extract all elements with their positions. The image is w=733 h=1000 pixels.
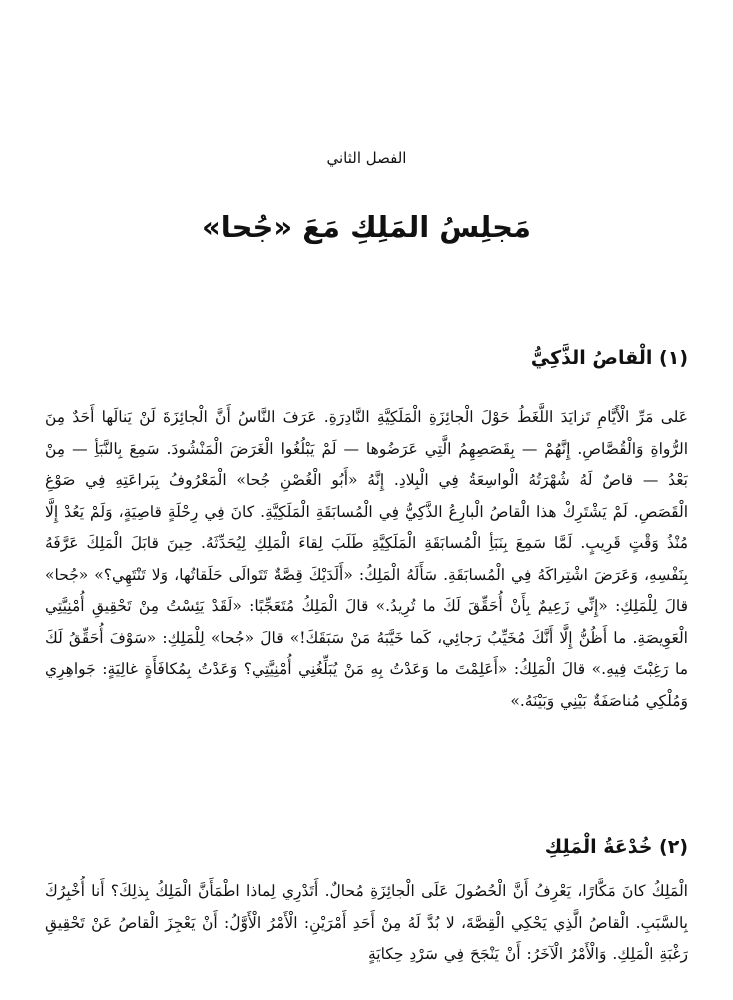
section-2-paragraph: الْمَلِكُ كانَ مَكَّارًا، يَعْرِفُ أَنَّ الْحُصُولَ عَلَى الْجائِزَةِ مُحالٌ. أَتَدْرِي لِماذا اطْمَأَنَّ الْمَلِكُ بِذلِكَ؟ أَنا أُخْبِرُكَ بِالسَّبَبِ. الْقاصُ الَّذِي يَحْكِي الْقِصَّةَ، لا بُدَّ لَهُ مِنْ أَحَدِ أَمْرَيْنِ: الْأَمْرُ الْأَوَّلُ: أَنْ يَعْجِزَ الْقاصُ عَنْ تَحْقِيقِ رَغْبَةِ الْمَلِكِ. وَالْأَمْرُ الْآخَرُ: أَنْ يَنْجَحَ فِي سَرْدِ حِكايَةٍ — [45, 882, 688, 963]
section-heading-1: (١) الْقاصُ الذَّكِيُّ — [530, 347, 688, 369]
section-1-paragraph: عَلى مَرِّ الْأَيَّامِ تَزايَدَ اللَّغَطُ حَوْلَ الْجائِزَةِ الْمَلَكِيَّةِ النَّادِرَةِ. عَرَفَ النَّاسُ أَنَّ الْجائِزَةَ لَنْ يَنالَها أَحَدٌ مِنَ الرُّواةِ وَالْقُصَّاصِ. إِنَّهُمْ — بِقَصَصِهِمُ الَّتِي عَرَضُوها — لَمْ يَبْلُغُوا الْغَرَضَ الْمَنْشُودَ. سَمِعَ بِالنَّبَأِ — مِنْ بَعْدُ — قاصٌ لَهُ شُهْرَتُهُ الْواسِعَةُ فِي الْبِلادِ. إِنَّهُ «أَبُو الْغُصْنِ جُحا» الْمَعْرُوفُ بِبَراعَتِهِ فِي صَوْغِ الْقَصَصِ. لَمْ يَشْتَرِكْ هذا الْقاصُ الْبارِعُ الذَّكِيُّ فِي الْمُسابَقَةِ الْمَلَكِيَّةِ. كانَ فِي رِحْلَةٍ قاصِيَةٍ، وَلَمْ يَعُدْ إِلَّا مُنْذُ وَقْتٍ قَرِيبٍ. لَمَّا سَمِعَ بِنَبَأِ الْمُسابَقَةِ الْمَلَكِيَّةِ طَلَبَ لِقاءَ الْمَلِكِ لِيُحَدِّثَهُ. حِينَ قابَلَ الْمَلِكَ عَرَّفَهُ بِنَفْسِهِ، وَعَرَضَ اشْتِراكَهُ فِي الْمُسابَقَةِ. سَأَلَهُ الْمَلِكُ: «أَلَدَيْكَ قِصَّةٌ تَتَوالَى حَلَقاتُها، وَلا تَنْتَهِي؟» «جُحا» قالَ لِلْمَلِكِ: «إِنِّي زَعِيمٌ بِأَنْ أُحَقِّقَ لَكَ ما تُرِيدُ.» قالَ الْمَلِكُ مُتَعَجِّبًا: «لَقَدْ يَئِسْتُ مِنْ تَحْقِيقِ أُمْنِيَّتِي الْعَوِيصَةِ. ما أَظُنُّ إِلَّا أَنَّكَ مُخَيِّبُ رَجائِي، كَما خَيَّبَهُ مَنْ سَبَقَكَ!» قالَ «جُحا» لِلْمَلِكِ: «سَوْفَ أُحَقِّقُ لَكَ ما رَغِبْتَ فِيهِ.» قالَ الْمَلِكُ: «أَعَلِمْتَ ما وَعَدْتُ بِهِ مَنْ يُبَلِّغُنِي أُمْنِيَّتِي؟ وَعَدْتُ بِمُكافَأَةٍ غالِيَةٍ: جَواهِرِي وَمُلْكِي مُناصَفَةٌ بَيْنِي وَبَيْنَهُ.» — [45, 408, 688, 710]
section-heading-2: (٢) خُدْعَةُ الْمَلِكِ — [544, 836, 688, 858]
chapter-label: الفصل الثاني — [326, 149, 407, 167]
chapter-title: مَجلِسُ المَلِكِ مَعَ «جُحا» — [201, 210, 531, 244]
